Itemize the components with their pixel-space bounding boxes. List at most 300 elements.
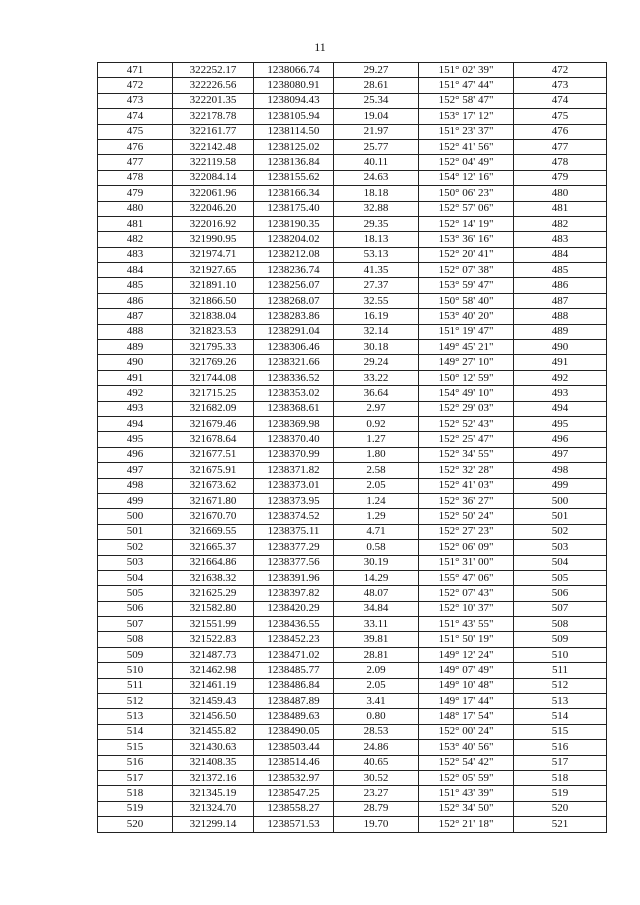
y-coordinate-cell: 1238371.82 bbox=[254, 463, 334, 478]
table-row bbox=[98, 263, 607, 278]
distance-cell: 23.27 bbox=[334, 786, 419, 801]
direction-angle-cell: 152° 20' 41" bbox=[419, 247, 514, 262]
table-row bbox=[98, 555, 607, 570]
table-row bbox=[98, 170, 607, 185]
y-coordinate-cell: 1238291.04 bbox=[254, 324, 334, 339]
point-number-cell: 515 bbox=[98, 740, 173, 755]
next-point-cell: 512 bbox=[514, 678, 607, 693]
next-point-cell: 514 bbox=[514, 709, 607, 724]
next-point-cell: 517 bbox=[514, 755, 607, 770]
y-coordinate-cell: 1238204.02 bbox=[254, 232, 334, 247]
direction-angle-cell: 153° 40' 20" bbox=[419, 309, 514, 324]
table-row bbox=[98, 124, 607, 139]
point-number-cell: 500 bbox=[98, 509, 173, 524]
distance-cell: 1.24 bbox=[334, 493, 419, 508]
next-point-cell: 473 bbox=[514, 78, 607, 93]
direction-angle-cell: 152° 10' 37" bbox=[419, 601, 514, 616]
point-number-cell: 520 bbox=[98, 817, 173, 832]
direction-angle-cell: 152° 05' 59" bbox=[419, 770, 514, 785]
point-number-cell: 483 bbox=[98, 247, 173, 262]
point-number-cell: 491 bbox=[98, 370, 173, 385]
x-coordinate-cell: 321456.50 bbox=[173, 709, 254, 724]
distance-cell: 48.07 bbox=[334, 586, 419, 601]
point-number-cell: 510 bbox=[98, 663, 173, 678]
y-coordinate-cell: 1238558.27 bbox=[254, 801, 334, 816]
x-coordinate-cell: 322201.35 bbox=[173, 93, 254, 108]
table-row bbox=[98, 416, 607, 431]
next-point-cell: 515 bbox=[514, 724, 607, 739]
next-point-cell: 496 bbox=[514, 432, 607, 447]
x-coordinate-cell: 321679.46 bbox=[173, 416, 254, 431]
point-number-cell: 485 bbox=[98, 278, 173, 293]
y-coordinate-cell: 1238373.01 bbox=[254, 478, 334, 493]
point-number-cell: 517 bbox=[98, 770, 173, 785]
point-number-cell: 493 bbox=[98, 401, 173, 416]
next-point-cell: 491 bbox=[514, 355, 607, 370]
distance-cell: 34.84 bbox=[334, 601, 419, 616]
distance-cell: 0.58 bbox=[334, 540, 419, 555]
y-coordinate-cell: 1238370.99 bbox=[254, 447, 334, 462]
x-coordinate-cell: 321715.25 bbox=[173, 386, 254, 401]
x-coordinate-cell: 322119.58 bbox=[173, 155, 254, 170]
y-coordinate-cell: 1238489.63 bbox=[254, 709, 334, 724]
x-coordinate-cell: 321455.82 bbox=[173, 724, 254, 739]
y-coordinate-cell: 1238514.46 bbox=[254, 755, 334, 770]
table-row bbox=[98, 293, 607, 308]
next-point-cell: 521 bbox=[514, 817, 607, 832]
table-row bbox=[98, 509, 607, 524]
x-coordinate-cell: 321487.73 bbox=[173, 647, 254, 662]
x-coordinate-cell: 321670.70 bbox=[173, 509, 254, 524]
direction-angle-cell: 151° 43' 55" bbox=[419, 617, 514, 632]
y-coordinate-cell: 1238236.74 bbox=[254, 263, 334, 278]
distance-cell: 29.24 bbox=[334, 355, 419, 370]
distance-cell: 19.04 bbox=[334, 109, 419, 124]
distance-cell: 30.52 bbox=[334, 770, 419, 785]
table-row bbox=[98, 817, 607, 832]
distance-cell: 2.05 bbox=[334, 678, 419, 693]
y-coordinate-cell: 1238353.02 bbox=[254, 386, 334, 401]
distance-cell: 18.13 bbox=[334, 232, 419, 247]
table-row bbox=[98, 386, 607, 401]
distance-cell: 28.53 bbox=[334, 724, 419, 739]
y-coordinate-cell: 1238374.52 bbox=[254, 509, 334, 524]
point-number-cell: 512 bbox=[98, 694, 173, 709]
x-coordinate-cell: 322061.96 bbox=[173, 186, 254, 201]
y-coordinate-cell: 1238283.86 bbox=[254, 309, 334, 324]
distance-cell: 39.81 bbox=[334, 632, 419, 647]
table-row bbox=[98, 694, 607, 709]
next-point-cell: 492 bbox=[514, 370, 607, 385]
table-row bbox=[98, 786, 607, 801]
x-coordinate-cell: 321682.09 bbox=[173, 401, 254, 416]
table-row bbox=[98, 78, 607, 93]
direction-angle-cell: 153° 17' 12" bbox=[419, 109, 514, 124]
table-row bbox=[98, 647, 607, 662]
y-coordinate-cell: 1238373.95 bbox=[254, 493, 334, 508]
distance-cell: 16.19 bbox=[334, 309, 419, 324]
next-point-cell: 478 bbox=[514, 155, 607, 170]
table-row bbox=[98, 324, 607, 339]
y-coordinate-cell: 1238420.29 bbox=[254, 601, 334, 616]
point-number-cell: 488 bbox=[98, 324, 173, 339]
distance-cell: 3.41 bbox=[334, 694, 419, 709]
direction-angle-cell: 149° 10' 48" bbox=[419, 678, 514, 693]
point-number-cell: 513 bbox=[98, 709, 173, 724]
table-row bbox=[98, 740, 607, 755]
direction-angle-cell: 152° 06' 09" bbox=[419, 540, 514, 555]
direction-angle-cell: 154° 12' 16" bbox=[419, 170, 514, 185]
y-coordinate-cell: 1238256.07 bbox=[254, 278, 334, 293]
direction-angle-cell: 149° 27' 10" bbox=[419, 355, 514, 370]
next-point-cell: 474 bbox=[514, 93, 607, 108]
x-coordinate-cell: 321372.16 bbox=[173, 770, 254, 785]
next-point-cell: 511 bbox=[514, 663, 607, 678]
distance-cell: 21.97 bbox=[334, 124, 419, 139]
direction-angle-cell: 149° 12' 24" bbox=[419, 647, 514, 662]
table-row bbox=[98, 139, 607, 154]
direction-angle-cell: 149° 17' 44" bbox=[419, 694, 514, 709]
next-point-cell: 476 bbox=[514, 124, 607, 139]
point-number-cell: 482 bbox=[98, 232, 173, 247]
point-number-cell: 498 bbox=[98, 478, 173, 493]
table-row bbox=[98, 540, 607, 555]
x-coordinate-cell: 322084.14 bbox=[173, 170, 254, 185]
table-row bbox=[98, 601, 607, 616]
y-coordinate-cell: 1238375.11 bbox=[254, 524, 334, 539]
y-coordinate-cell: 1238080.91 bbox=[254, 78, 334, 93]
distance-cell: 14.29 bbox=[334, 570, 419, 585]
distance-cell: 53.13 bbox=[334, 247, 419, 262]
next-point-cell: 482 bbox=[514, 216, 607, 231]
next-point-cell: 509 bbox=[514, 632, 607, 647]
table-row bbox=[98, 709, 607, 724]
y-coordinate-cell: 1238487.89 bbox=[254, 694, 334, 709]
next-point-cell: 486 bbox=[514, 278, 607, 293]
next-point-cell: 490 bbox=[514, 340, 607, 355]
direction-angle-cell: 151° 19' 47" bbox=[419, 324, 514, 339]
distance-cell: 2.05 bbox=[334, 478, 419, 493]
x-coordinate-cell: 321673.62 bbox=[173, 478, 254, 493]
next-point-cell: 506 bbox=[514, 586, 607, 601]
direction-angle-cell: 152° 25' 47" bbox=[419, 432, 514, 447]
point-number-cell: 496 bbox=[98, 447, 173, 462]
distance-cell: 41.35 bbox=[334, 263, 419, 278]
table-row bbox=[98, 586, 607, 601]
point-number-cell: 495 bbox=[98, 432, 173, 447]
distance-cell: 28.81 bbox=[334, 647, 419, 662]
point-number-cell: 489 bbox=[98, 340, 173, 355]
table-row bbox=[98, 432, 607, 447]
next-point-cell: 498 bbox=[514, 463, 607, 478]
direction-angle-cell: 152° 36' 27" bbox=[419, 493, 514, 508]
next-point-cell: 520 bbox=[514, 801, 607, 816]
point-number-cell: 503 bbox=[98, 555, 173, 570]
point-number-cell: 501 bbox=[98, 524, 173, 539]
point-number-cell: 505 bbox=[98, 586, 173, 601]
point-number-cell: 504 bbox=[98, 570, 173, 585]
x-coordinate-cell: 322016.92 bbox=[173, 216, 254, 231]
distance-cell: 28.61 bbox=[334, 78, 419, 93]
next-point-cell: 483 bbox=[514, 232, 607, 247]
direction-angle-cell: 148° 17' 54" bbox=[419, 709, 514, 724]
x-coordinate-cell: 321823.53 bbox=[173, 324, 254, 339]
y-coordinate-cell: 1238436.55 bbox=[254, 617, 334, 632]
y-coordinate-cell: 1238377.56 bbox=[254, 555, 334, 570]
y-coordinate-cell: 1238066.74 bbox=[254, 63, 334, 78]
next-point-cell: 516 bbox=[514, 740, 607, 755]
distance-cell: 1.80 bbox=[334, 447, 419, 462]
point-number-cell: 516 bbox=[98, 755, 173, 770]
table-row bbox=[98, 678, 607, 693]
point-number-cell: 502 bbox=[98, 540, 173, 555]
direction-angle-cell: 152° 50' 24" bbox=[419, 509, 514, 524]
y-coordinate-cell: 1238136.84 bbox=[254, 155, 334, 170]
y-coordinate-cell: 1238114.50 bbox=[254, 124, 334, 139]
y-coordinate-cell: 1238452.23 bbox=[254, 632, 334, 647]
y-coordinate-cell: 1238336.52 bbox=[254, 370, 334, 385]
direction-angle-cell: 152° 32' 28" bbox=[419, 463, 514, 478]
distance-cell: 24.86 bbox=[334, 740, 419, 755]
point-number-cell: 494 bbox=[98, 416, 173, 431]
next-point-cell: 479 bbox=[514, 170, 607, 185]
x-coordinate-cell: 321677.51 bbox=[173, 447, 254, 462]
point-number-cell: 478 bbox=[98, 170, 173, 185]
distance-cell: 19.70 bbox=[334, 817, 419, 832]
x-coordinate-cell: 321522.83 bbox=[173, 632, 254, 647]
direction-angle-cell: 152° 58' 47" bbox=[419, 93, 514, 108]
direction-angle-cell: 151° 02' 39" bbox=[419, 63, 514, 78]
distance-cell: 4.71 bbox=[334, 524, 419, 539]
direction-angle-cell: 152° 14' 19" bbox=[419, 216, 514, 231]
distance-cell: 2.97 bbox=[334, 401, 419, 416]
table-row bbox=[98, 63, 607, 78]
table-row bbox=[98, 524, 607, 539]
direction-angle-cell: 152° 04' 49" bbox=[419, 155, 514, 170]
next-point-cell: 485 bbox=[514, 263, 607, 278]
point-number-cell: 475 bbox=[98, 124, 173, 139]
next-point-cell: 480 bbox=[514, 186, 607, 201]
distance-cell: 0.92 bbox=[334, 416, 419, 431]
next-point-cell: 495 bbox=[514, 416, 607, 431]
table-row bbox=[98, 493, 607, 508]
point-number-cell: 506 bbox=[98, 601, 173, 616]
table-row bbox=[98, 216, 607, 231]
next-point-cell: 489 bbox=[514, 324, 607, 339]
y-coordinate-cell: 1238391.96 bbox=[254, 570, 334, 585]
point-number-cell: 471 bbox=[98, 63, 173, 78]
table-row bbox=[98, 340, 607, 355]
y-coordinate-cell: 1238547.25 bbox=[254, 786, 334, 801]
table-row bbox=[98, 401, 607, 416]
y-coordinate-cell: 1238377.29 bbox=[254, 540, 334, 555]
distance-cell: 32.55 bbox=[334, 293, 419, 308]
next-point-cell: 518 bbox=[514, 770, 607, 785]
x-coordinate-cell: 321866.50 bbox=[173, 293, 254, 308]
distance-cell: 40.11 bbox=[334, 155, 419, 170]
next-point-cell: 505 bbox=[514, 570, 607, 585]
direction-angle-cell: 152° 27' 23" bbox=[419, 524, 514, 539]
next-point-cell: 513 bbox=[514, 694, 607, 709]
point-number-cell: 499 bbox=[98, 493, 173, 508]
distance-cell: 24.63 bbox=[334, 170, 419, 185]
table-row bbox=[98, 201, 607, 216]
y-coordinate-cell: 1238175.40 bbox=[254, 201, 334, 216]
x-coordinate-cell: 321638.32 bbox=[173, 570, 254, 585]
direction-angle-cell: 150° 06' 23" bbox=[419, 186, 514, 201]
x-coordinate-cell: 321669.55 bbox=[173, 524, 254, 539]
y-coordinate-cell: 1238370.40 bbox=[254, 432, 334, 447]
direction-angle-cell: 151° 43' 39" bbox=[419, 786, 514, 801]
point-number-cell: 472 bbox=[98, 78, 173, 93]
next-point-cell: 510 bbox=[514, 647, 607, 662]
direction-angle-cell: 152° 41' 56" bbox=[419, 139, 514, 154]
point-number-cell: 476 bbox=[98, 139, 173, 154]
table-row bbox=[98, 355, 607, 370]
distance-cell: 30.18 bbox=[334, 340, 419, 355]
x-coordinate-cell: 321795.33 bbox=[173, 340, 254, 355]
y-coordinate-cell: 1238368.61 bbox=[254, 401, 334, 416]
direction-angle-cell: 153° 36' 16" bbox=[419, 232, 514, 247]
table-row bbox=[98, 109, 607, 124]
next-point-cell: 487 bbox=[514, 293, 607, 308]
direction-angle-cell: 151° 47' 44" bbox=[419, 78, 514, 93]
point-number-cell: 490 bbox=[98, 355, 173, 370]
next-point-cell: 508 bbox=[514, 617, 607, 632]
x-coordinate-cell: 321461.19 bbox=[173, 678, 254, 693]
next-point-cell: 493 bbox=[514, 386, 607, 401]
direction-angle-cell: 152° 54' 42" bbox=[419, 755, 514, 770]
distance-cell: 25.34 bbox=[334, 93, 419, 108]
table-row bbox=[98, 663, 607, 678]
x-coordinate-cell: 321551.99 bbox=[173, 617, 254, 632]
next-point-cell: 477 bbox=[514, 139, 607, 154]
x-coordinate-cell: 321891.10 bbox=[173, 278, 254, 293]
distance-cell: 29.35 bbox=[334, 216, 419, 231]
next-point-cell: 499 bbox=[514, 478, 607, 493]
table-row bbox=[98, 370, 607, 385]
next-point-cell: 500 bbox=[514, 493, 607, 508]
y-coordinate-cell: 1238155.62 bbox=[254, 170, 334, 185]
x-coordinate-cell: 322046.20 bbox=[173, 201, 254, 216]
table-row bbox=[98, 232, 607, 247]
y-coordinate-cell: 1238105.94 bbox=[254, 109, 334, 124]
point-number-cell: 514 bbox=[98, 724, 173, 739]
table-row bbox=[98, 801, 607, 816]
table-row bbox=[98, 309, 607, 324]
point-number-cell: 474 bbox=[98, 109, 173, 124]
next-point-cell: 503 bbox=[514, 540, 607, 555]
x-coordinate-cell: 321459.43 bbox=[173, 694, 254, 709]
next-point-cell: 488 bbox=[514, 309, 607, 324]
y-coordinate-cell: 1238212.08 bbox=[254, 247, 334, 262]
x-coordinate-cell: 321345.19 bbox=[173, 786, 254, 801]
point-number-cell: 508 bbox=[98, 632, 173, 647]
y-coordinate-cell: 1238532.97 bbox=[254, 770, 334, 785]
point-number-cell: 479 bbox=[98, 186, 173, 201]
direction-angle-cell: 150° 12' 59" bbox=[419, 370, 514, 385]
table-row bbox=[98, 463, 607, 478]
next-point-cell: 484 bbox=[514, 247, 607, 262]
x-coordinate-cell: 321299.14 bbox=[173, 817, 254, 832]
x-coordinate-cell: 321430.63 bbox=[173, 740, 254, 755]
page-number: 11 bbox=[314, 40, 326, 54]
distance-cell: 33.11 bbox=[334, 617, 419, 632]
point-number-cell: 492 bbox=[98, 386, 173, 401]
table-row bbox=[98, 755, 607, 770]
x-coordinate-cell: 321675.91 bbox=[173, 463, 254, 478]
point-number-cell: 481 bbox=[98, 216, 173, 231]
y-coordinate-cell: 1238094.43 bbox=[254, 93, 334, 108]
next-point-cell: 501 bbox=[514, 509, 607, 524]
point-number-cell: 509 bbox=[98, 647, 173, 662]
distance-cell: 25.77 bbox=[334, 139, 419, 154]
distance-cell: 2.58 bbox=[334, 463, 419, 478]
distance-cell: 1.27 bbox=[334, 432, 419, 447]
x-coordinate-cell: 321769.26 bbox=[173, 355, 254, 370]
direction-angle-cell: 152° 07' 38" bbox=[419, 263, 514, 278]
point-number-cell: 507 bbox=[98, 617, 173, 632]
table-row bbox=[98, 247, 607, 262]
table-row bbox=[98, 155, 607, 170]
x-coordinate-cell: 321838.04 bbox=[173, 309, 254, 324]
table-row bbox=[98, 632, 607, 647]
distance-cell: 0.80 bbox=[334, 709, 419, 724]
point-number-cell: 484 bbox=[98, 263, 173, 278]
y-coordinate-cell: 1238490.05 bbox=[254, 724, 334, 739]
distance-cell: 18.18 bbox=[334, 186, 419, 201]
direction-angle-cell: 152° 29' 03" bbox=[419, 401, 514, 416]
table-row bbox=[98, 770, 607, 785]
x-coordinate-cell: 322161.77 bbox=[173, 124, 254, 139]
y-coordinate-cell: 1238486.84 bbox=[254, 678, 334, 693]
table-row bbox=[98, 186, 607, 201]
next-point-cell: 475 bbox=[514, 109, 607, 124]
coordinates-table bbox=[97, 62, 607, 833]
x-coordinate-cell: 322178.78 bbox=[173, 109, 254, 124]
y-coordinate-cell: 1238268.07 bbox=[254, 293, 334, 308]
distance-cell: 27.37 bbox=[334, 278, 419, 293]
direction-angle-cell: 151° 31' 00" bbox=[419, 555, 514, 570]
y-coordinate-cell: 1238471.02 bbox=[254, 647, 334, 662]
x-coordinate-cell: 321625.29 bbox=[173, 586, 254, 601]
x-coordinate-cell: 322252.17 bbox=[173, 63, 254, 78]
distance-cell: 32.88 bbox=[334, 201, 419, 216]
point-number-cell: 480 bbox=[98, 201, 173, 216]
direction-angle-cell: 149° 45' 21" bbox=[419, 340, 514, 355]
direction-angle-cell: 152° 41' 03" bbox=[419, 478, 514, 493]
y-coordinate-cell: 1238369.98 bbox=[254, 416, 334, 431]
point-number-cell: 473 bbox=[98, 93, 173, 108]
table-row bbox=[98, 617, 607, 632]
x-coordinate-cell: 321582.80 bbox=[173, 601, 254, 616]
table-row bbox=[98, 724, 607, 739]
direction-angle-cell: 152° 34' 50" bbox=[419, 801, 514, 816]
table-row bbox=[98, 278, 607, 293]
x-coordinate-cell: 322226.56 bbox=[173, 78, 254, 93]
table-row bbox=[98, 93, 607, 108]
x-coordinate-cell: 321990.95 bbox=[173, 232, 254, 247]
x-coordinate-cell: 321324.70 bbox=[173, 801, 254, 816]
direction-angle-cell: 153° 59' 47" bbox=[419, 278, 514, 293]
table-row bbox=[98, 447, 607, 462]
x-coordinate-cell: 321678.64 bbox=[173, 432, 254, 447]
distance-cell: 28.79 bbox=[334, 801, 419, 816]
direction-angle-cell: 151° 50' 19" bbox=[419, 632, 514, 647]
direction-angle-cell: 150° 58' 40" bbox=[419, 293, 514, 308]
x-coordinate-cell: 322142.48 bbox=[173, 139, 254, 154]
direction-angle-cell: 152° 52' 43" bbox=[419, 416, 514, 431]
